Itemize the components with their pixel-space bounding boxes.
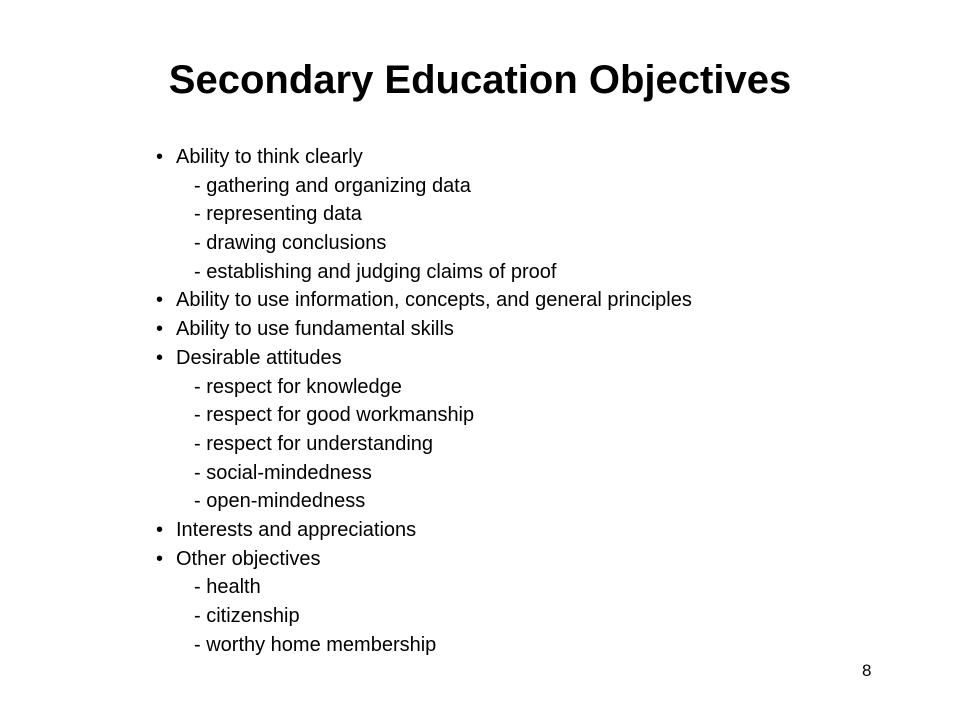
objective-text: - respect for understanding [194,432,434,455]
objective-item [156,344,876,373]
objective-subitem [156,487,876,516]
page-number: 8 [862,661,872,680]
slide-title: Secondary Education Objectives [168,58,792,102]
objectives-list [156,143,876,659]
objective-subitem [156,172,876,201]
objective-subitem [156,459,876,488]
objective-text: - respect for good workmanship [194,404,475,427]
objective-subitem [156,430,876,459]
objective-item [156,516,876,545]
objective-subitem [156,258,876,287]
bullet-marker: • [156,547,164,570]
bullet-marker: • [156,318,164,341]
objective-text: Desirable attitudes [176,346,342,369]
objective-text: Interests and appreciations [176,518,417,541]
objective-subitem [156,602,876,631]
objective-item [156,286,876,315]
objective-text: - health [194,576,261,599]
objective-text: - gathering and organizing data [194,174,471,197]
objective-text: - worthy home membership [194,633,437,656]
objective-text: - citizenship [194,605,300,627]
objective-text: - establishing and judging claims of proof [194,260,557,283]
objective-text: - social-mindedness [194,461,372,484]
objective-text: Ability to use information, concepts, and general principles [176,289,692,312]
objective-item [156,315,876,344]
bullet-marker: • [156,289,164,312]
objective-subitem [156,373,876,402]
objective-text: - open-mindedness [194,490,366,513]
objective-text: - respect for knowledge [194,375,402,398]
objective-text: - representing data [194,203,362,226]
objective-subitem [156,631,876,660]
objective-subitem [156,229,876,258]
objective-item [156,545,876,574]
bullet-marker: • [156,146,164,168]
objective-text: Ability to think clearly [176,146,363,168]
objective-text: Ability to use fundamental skills [176,318,454,341]
bullet-marker: • [156,346,164,369]
objective-subitem [156,401,876,430]
objective-subitem [156,200,876,229]
bullet-marker: • [156,518,164,541]
objective-subitem [156,573,876,602]
objective-text: Other objectives [176,547,321,570]
objective-text: - drawing conclusions [194,232,387,255]
objective-item [156,143,876,172]
